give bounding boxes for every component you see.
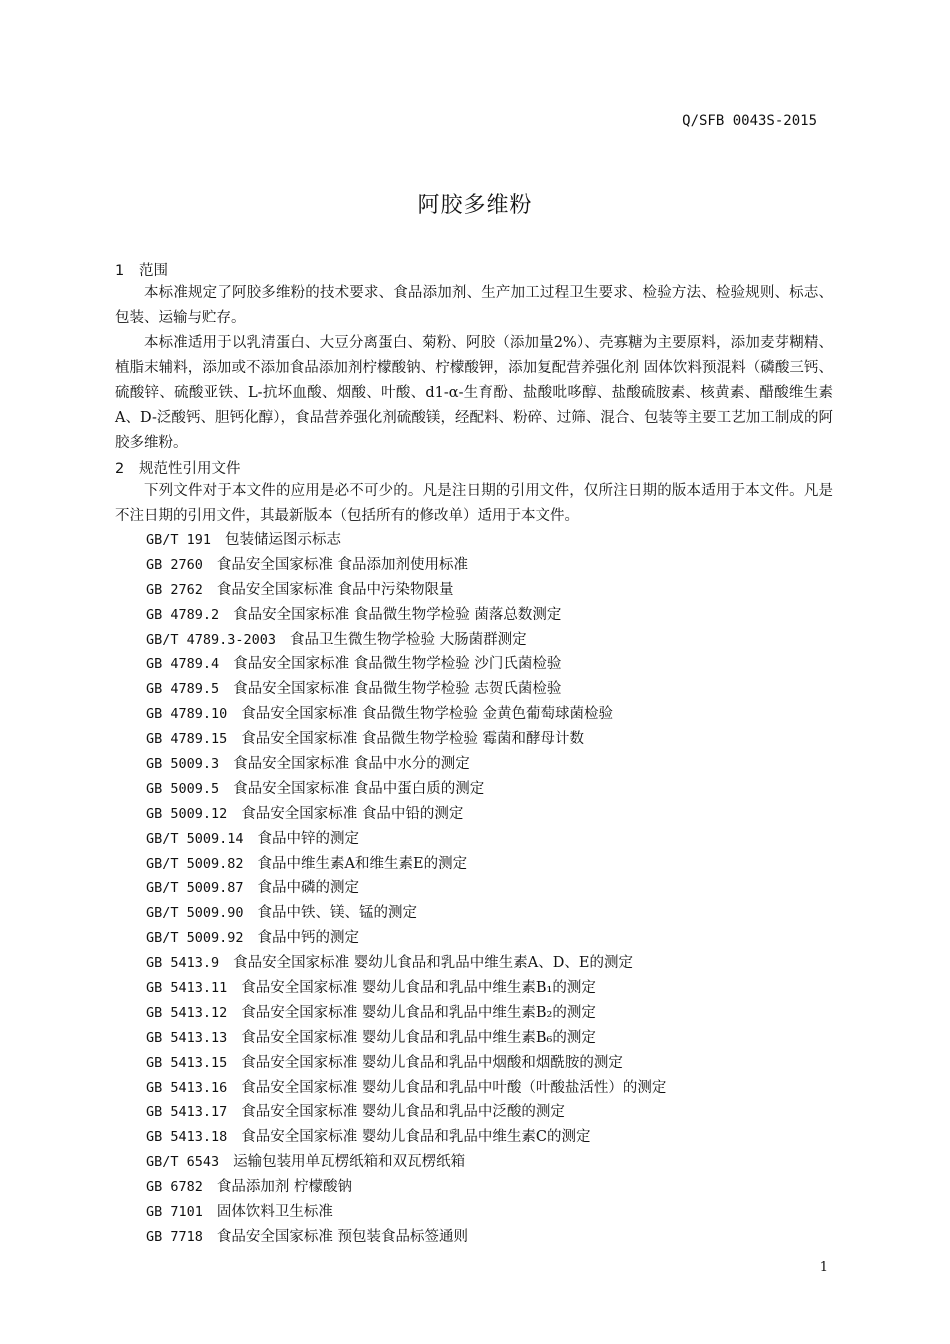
reference-code: GB 2762 bbox=[146, 581, 203, 598]
section-1-title: 范围 bbox=[139, 263, 168, 279]
reference-item bbox=[146, 876, 666, 901]
section-1-number: 1 bbox=[115, 263, 125, 279]
reference-code: GB 4789.15 bbox=[146, 731, 228, 748]
reference-code: GB 5413.17 bbox=[146, 1104, 228, 1121]
page-number: 1 bbox=[819, 1260, 828, 1275]
reference-item bbox=[146, 752, 666, 777]
reference-title: 食品安全国家标准 婴幼儿食品和乳品中维生素C的测定 bbox=[241, 1129, 591, 1146]
reference-item bbox=[146, 852, 666, 877]
reference-code: GB 4789.4 bbox=[146, 656, 220, 673]
section-1-paragraph-2: 本标准适用于以乳清蛋白、大豆分离蛋白、菊粉、阿胶（添加量2%）、壳寡糖为主要原料，添加麦芽糊精、植脂末辅料，添加或不添加食品添加剂柠檬酸钠、柠檬酸钾，添加复配营养强化剂 固体饮料预混料（磷酸三钙、硫酸锌、硫酸亚铁、L-抗坏血酸、烟酸、叶酸、d1-α-生育酚、盐酸吡哆醇、盐酸硫胺素、核黄素、醋酸维生素A、D-泛酸钙、胆钙化醇），食品营养强化剂硫酸镁，经配料、粉碎、过筛、混合、包装等主要工艺加工制成的阿胶多维粉。 bbox=[115, 335, 833, 451]
reference-code: GB 7101 bbox=[146, 1204, 203, 1221]
reference-code: GB 5413.9 bbox=[146, 955, 220, 972]
reference-code: GB 2760 bbox=[146, 556, 203, 573]
reference-item bbox=[146, 578, 666, 603]
reference-item bbox=[146, 677, 666, 702]
reference-item bbox=[146, 702, 666, 727]
reference-item bbox=[146, 652, 666, 677]
reference-code: GB/T 191 bbox=[146, 532, 212, 548]
reference-item bbox=[146, 951, 666, 976]
reference-code: GB 4789.10 bbox=[146, 706, 228, 723]
reference-item bbox=[146, 1051, 666, 1076]
document-code: Q/SFB 0043S-2015 bbox=[682, 113, 817, 129]
reference-item bbox=[146, 1225, 666, 1250]
reference-item bbox=[146, 976, 666, 1001]
reference-title: 食品添加剂 柠檬酸钠 bbox=[216, 1179, 353, 1196]
reference-title: 食品安全国家标准 食品微生物学检验 菌落总数测定 bbox=[233, 606, 562, 623]
reference-code: GB/T 6543 bbox=[146, 1154, 220, 1171]
reference-code: GB 6782 bbox=[146, 1179, 203, 1196]
reference-title: 食品中维生素A和维生素E的测定 bbox=[257, 855, 468, 872]
reference-code: GB 5009.5 bbox=[146, 780, 220, 797]
reference-code: GB 5413.18 bbox=[146, 1129, 228, 1146]
section-1-paragraph-1: 本标准规定了阿胶多维粉的技术要求、食品添加剂、生产加工过程卫生要求、检验方法、检验规则、标志、包装、运输与贮存。 bbox=[115, 285, 833, 326]
reference-title: 食品安全国家标准 食品微生物学检验 志贺氏菌检验 bbox=[233, 681, 562, 698]
section-2-heading bbox=[115, 457, 241, 478]
reference-code: GB 4789.5 bbox=[146, 681, 220, 698]
reference-title: 食品安全国家标准 食品中污染物限量 bbox=[216, 581, 454, 598]
reference-title: 食品安全国家标准 食品微生物学检验 金黄色葡萄球菌检验 bbox=[241, 706, 613, 723]
reference-title: 食品安全国家标准 婴幼儿食品和乳品中维生素B₆的测定 bbox=[241, 1029, 596, 1046]
reference-item bbox=[146, 777, 666, 802]
reference-title: 食品安全国家标准 食品微生物学检验 沙门氏菌检验 bbox=[233, 656, 562, 673]
reference-item bbox=[146, 802, 666, 827]
reference-item bbox=[146, 553, 666, 578]
reference-item bbox=[146, 1125, 666, 1150]
reference-code: GB 5413.12 bbox=[146, 1004, 228, 1021]
reference-code: GB 4789.2 bbox=[146, 606, 220, 623]
reference-title: 食品安全国家标准 预包装食品标签通则 bbox=[216, 1228, 469, 1245]
reference-item bbox=[146, 1100, 666, 1125]
section-2-paragraph-1: 下列文件对于本文件的应用是必不可少的。凡是注日期的引用文件，仅所注日期的版本适用于本文件。凡是不注日期的引用文件，其最新版本（包括所有的修改单）适用于本文件。 bbox=[115, 483, 833, 524]
reference-item bbox=[146, 827, 666, 852]
reference-item bbox=[146, 1150, 666, 1175]
reference-code: GB/T 5009.14 bbox=[146, 830, 244, 847]
page-title: 阿胶多维粉 bbox=[417, 193, 533, 218]
reference-code: GB 5009.12 bbox=[146, 805, 228, 822]
reference-code: GB 5413.16 bbox=[146, 1079, 228, 1096]
reference-title: 食品卫生微生物学检验 大肠菌群测定 bbox=[290, 631, 527, 648]
reference-code: GB/T 5009.87 bbox=[146, 880, 244, 897]
reference-title: 食品安全国家标准 婴幼儿食品和乳品中叶酸（叶酸盐活性）的测定 bbox=[241, 1079, 667, 1096]
reference-item bbox=[146, 901, 666, 926]
reference-item bbox=[146, 1175, 666, 1200]
section-1-heading bbox=[115, 259, 168, 280]
reference-title: 食品安全国家标准 食品中水分的测定 bbox=[233, 756, 470, 773]
reference-title: 食品安全国家标准 婴幼儿食品和乳品中烟酸和烟酰胺的测定 bbox=[241, 1054, 623, 1071]
reference-item bbox=[146, 926, 666, 951]
reference-title: 运输包装用单瓦楞纸箱和双瓦楞纸箱 bbox=[233, 1154, 466, 1171]
reference-item bbox=[146, 727, 666, 752]
reference-title: 食品安全国家标准 婴幼儿食品和乳品中泛酸的测定 bbox=[241, 1104, 565, 1121]
reference-code: GB 7718 bbox=[146, 1228, 203, 1245]
reference-item bbox=[146, 1200, 666, 1225]
reference-title: 包装储运图示标志 bbox=[225, 532, 342, 548]
section-2-title: 规范性引用文件 bbox=[139, 461, 241, 477]
reference-title: 食品中锌的测定 bbox=[257, 830, 360, 847]
reference-title: 食品安全国家标准 婴幼儿食品和乳品中维生素B₂的测定 bbox=[241, 1004, 596, 1021]
reference-code: GB/T 5009.82 bbox=[146, 855, 244, 872]
reference-list bbox=[146, 528, 666, 1250]
reference-code: GB 5413.15 bbox=[146, 1054, 228, 1071]
reference-title: 食品中钙的测定 bbox=[257, 930, 360, 947]
reference-title: 食品安全国家标准 婴幼儿食品和乳品中维生素B₁的测定 bbox=[241, 980, 596, 997]
reference-code: GB/T 5009.92 bbox=[146, 930, 244, 947]
reference-code: GB/T 4789.3-2003 bbox=[146, 631, 277, 648]
reference-code: GB/T 5009.90 bbox=[146, 905, 244, 922]
reference-title: 食品安全国家标准 婴幼儿食品和乳品中维生素A、D、E的测定 bbox=[233, 955, 633, 972]
reference-code: GB 5413.13 bbox=[146, 1029, 228, 1046]
reference-item bbox=[146, 628, 666, 653]
reference-code: GB 5413.11 bbox=[146, 980, 228, 997]
reference-item bbox=[146, 603, 666, 628]
reference-item bbox=[146, 1026, 666, 1051]
reference-title: 食品安全国家标准 食品中蛋白质的测定 bbox=[233, 780, 485, 797]
reference-title: 食品中磷的测定 bbox=[257, 880, 360, 897]
reference-title: 固体饮料卫生标准 bbox=[216, 1204, 333, 1221]
reference-title: 食品安全国家标准 食品添加剂使用标准 bbox=[216, 556, 469, 573]
reference-title: 食品安全国家标准 食品微生物学检验 霉菌和酵母计数 bbox=[241, 731, 584, 748]
reference-item bbox=[146, 1001, 666, 1026]
reference-item bbox=[146, 1076, 666, 1101]
reference-title: 食品安全国家标准 食品中铅的测定 bbox=[241, 805, 464, 822]
reference-item bbox=[146, 528, 666, 553]
section-2-number: 2 bbox=[115, 461, 125, 477]
reference-code: GB 5009.3 bbox=[146, 756, 220, 773]
reference-title: 食品中铁、镁、锰的测定 bbox=[257, 905, 418, 922]
